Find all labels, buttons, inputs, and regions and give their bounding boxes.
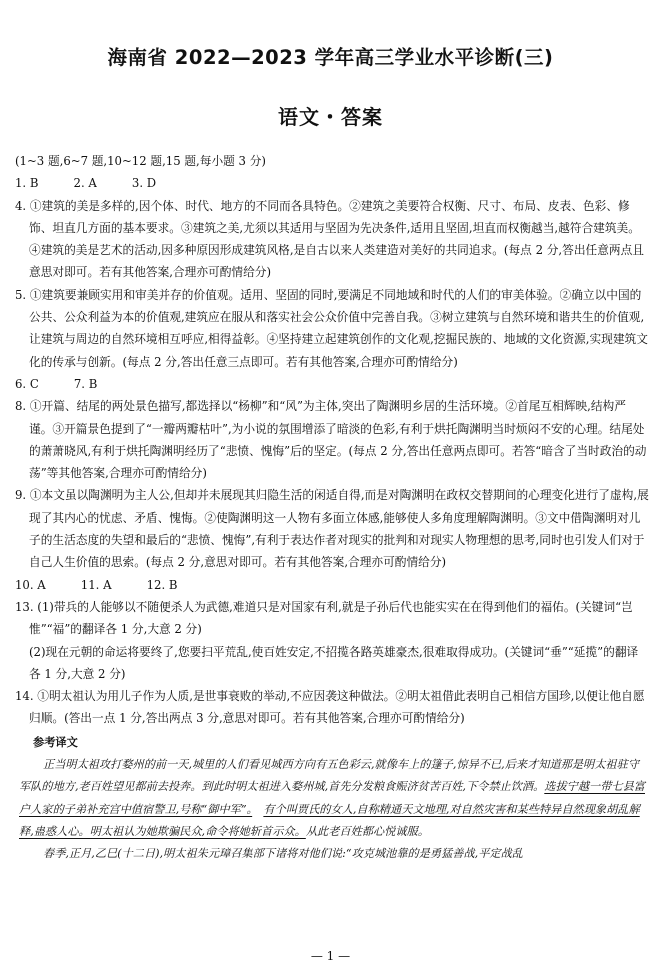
translation-gap (252, 803, 263, 816)
page-title: 海南省 2022—2023 学年高三学业水平诊断(三) (107, 46, 554, 69)
translation-paragraph-2: 春季,正月,乙巳(十二日),明太祖朱元璋召集部下诸将对他们说:“攻克城池靠的是勇猛善战,平定战乱 (43, 847, 523, 861)
translation-underlined: 选拔宁越一带七县富户人家的子弟补充宫中值宿警卫,号称“御中军”。 (19, 780, 645, 816)
answers-10-12: 10. A 11. A 12. B (15, 577, 178, 592)
answers-1-3: 1. B 2. A 3. D (15, 176, 157, 191)
translation-paragraph-1 (19, 754, 649, 843)
answers-6-7: 6. C 7. B (15, 376, 98, 391)
answer-13-part1: 13. (1)带兵的人能够以不随便杀人为武德,难道只是对国家有利,就是子孙后代也能实实在在得到他们的福佑。(关键词“岂惟”“福”的翻译各 1 分,大意 2 分) (15, 599, 633, 637)
answer-14: 14. ①明太祖认为用儿子作为人质,是世事衰败的举动,不应因袭这种做法。②明太祖借此表明自己相信方国珍,以便让他自愿归顺。(答出一点 1 分,答出两点 3 分,意思对即可。若有其他答案,合理亦可酌情给分) (15, 689, 645, 726)
translation-text: 正当明太祖攻打婺州的前一天,城里的人们看见城西方向有五色彩云,就像车上的篷子,惊异不已,后来才知道那是明太祖驻守军队的地方,老百姓望见都前去投奔。到此时明太祖进入婺州城,首先分发粮食赈济贫苦百姓,下令禁止饮酒。 (19, 758, 639, 794)
answer-4: 4. ①建筑的美是多样的,因个体、时代、地方的不同而各具特色。②建筑之美要符合权衡、尺寸、布局、皮表、色彩、修饰、坦直几方面的基本要求。③建筑之美,尤须以其适用与坚固为先决条件,适用且坚固,坦直而权衡越当,越符合建筑美。④建筑的美是艺术的活动,因多种原因形成建筑风格,是自古以来人类建造对美好的共同追求。(每点 2 分,答出任意两点且意思对即可。若有其他答案,合理亦可酌情给分) (15, 198, 644, 280)
answer-5: 5. ①建筑要兼顾实用和审美并存的价值观。适用、坚固的同时,要满足不同地域和时代的人们的审美体验。②确立以中国的公共、公众利益为本的价值观,建筑应在服从和落实社会公众价值中完善自我。③树立建筑与自然环境和谐共生的价值观,让建筑与周边的自然环境相互呼应,相得益彰。④坚持建立起建筑创作的文化观,挖掘民族的、地域的文化资源,实现建筑文化的传承与创新。(每点 2 分,答出任意三点即可。若有其他答案,合理亦可酌情给分) (15, 287, 648, 369)
answer-13-part2: (2)现在元朝的命运将要终了,您要扫平荒乱,使百姓安定,不招揽各路英雄豪杰,很难取得成功。(关键词“垂”“延揽”的翻译各 1 分,大意 2 分) (29, 644, 639, 681)
answer-8: 8. ①开篇、结尾的两处景色描写,都选择以“杨柳”和“风”为主体,突出了陶渊明乡居的生活环境。②首尾互相辉映,结构严谨。③开篇景色提到了“一瓣两瓣枯叶”,为小说的氛围增添了暗淡的色彩,有利于烘托陶渊明当时烦闷不安的心理。结尾处的萧萧晓风,有利于烘托陶渊明经历了“悲愤、愧悔”后的坚定。(每点 2 分,答出任意两点即可。若答“暗含了当时政治的动荡”等其他答案,合理亦可酌情给分) (15, 399, 647, 481)
page-subtitle: 语文・答案 (278, 105, 383, 129)
translation-heading: 参考译文 (33, 735, 78, 749)
scoring-note: (1~3 题,6~7 题,10~12 题,15 题,每小题 3 分) (15, 154, 266, 168)
answer-9: 9. ①本文虽以陶渊明为主人公,但却并未展现其归隐生活的闲适自得,而是对陶渊明在政权交替期间的心理变化进行了虚构,展现了其内心的忧虑、矛盾、愧悔。②使陶渊明这一人物有多面立体感,能够使人多角度理解陶渊明。③文中借陶渊明对儿子的生活态度的失望和最后的“悲愤、愧悔”,有利于表达作者对现实的批判和对现实人物理想的思考,同时也引发人们对于自己人生价值的思索。(每点 2 分,意思对即可。若有其他答案,合理亦可酌情给分) (15, 488, 649, 570)
answer-content (15, 150, 649, 866)
translation-text: 从此老百姓都心悦诚服。 (305, 824, 429, 838)
translation-underlined: 有个叫贾氏的女人,自称精通天文地理,对自然灾害和某些特异自然现象胡乱解释,蛊惑人心。明太祖认为她欺骗民众,命令将她斩首示众。 (19, 802, 640, 838)
page-number: — 1 — (310, 949, 351, 963)
